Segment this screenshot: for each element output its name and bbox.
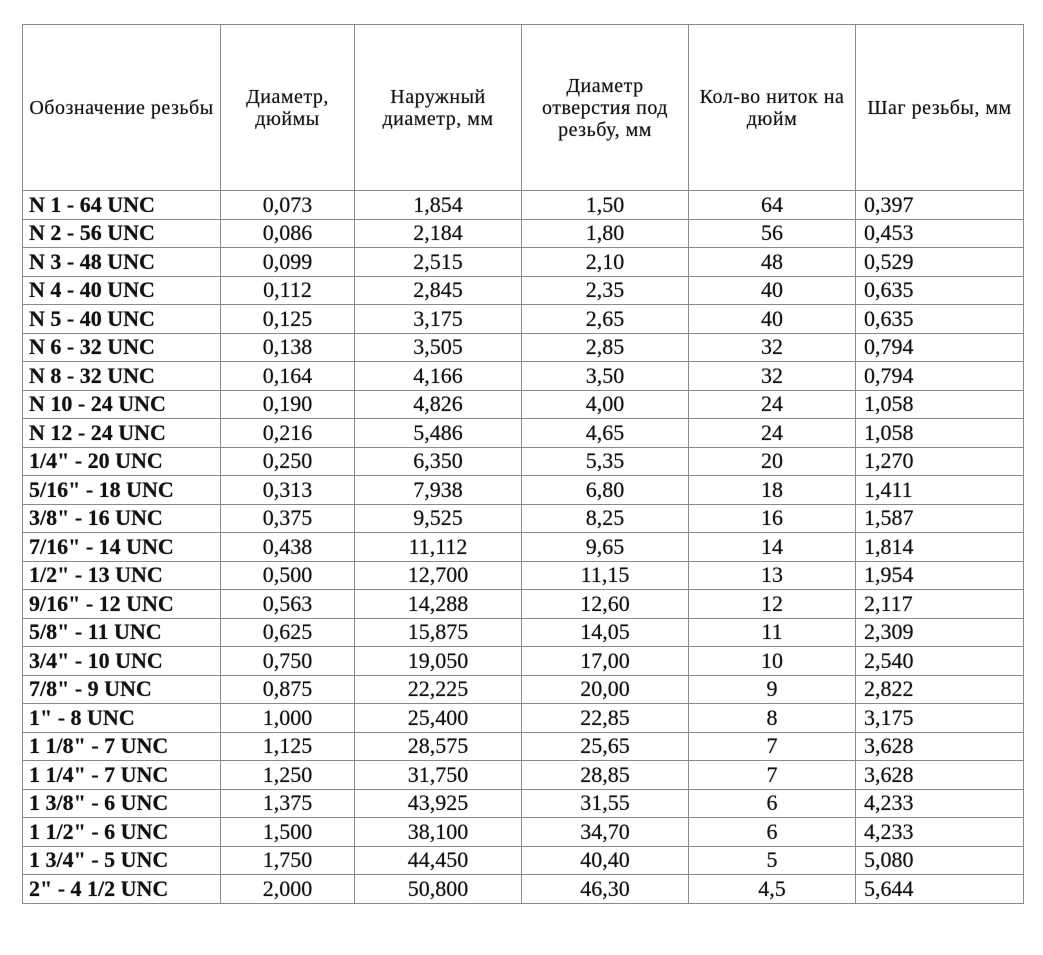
table-row xyxy=(23,447,1024,476)
cell-thread-pitch: 4,233 xyxy=(856,818,1024,847)
header-diameter-inches: Диаметр, дюймы xyxy=(221,25,355,191)
cell-threads-per-inch: 32 xyxy=(689,362,856,391)
table-row xyxy=(23,618,1024,647)
cell-hole-diameter: 2,10 xyxy=(522,248,689,277)
cell-designation: 3/8" - 16 UNC xyxy=(23,504,221,533)
cell-thread-pitch: 1,954 xyxy=(856,561,1024,590)
cell-thread-pitch: 1,270 xyxy=(856,447,1024,476)
cell-thread-pitch: 0,635 xyxy=(856,276,1024,305)
unc-thread-table xyxy=(22,24,1024,904)
cell-threads-per-inch: 56 xyxy=(689,219,856,248)
cell-diameter-inches: 1,375 xyxy=(221,789,355,818)
cell-diameter-inches: 0,625 xyxy=(221,618,355,647)
table-row xyxy=(23,333,1024,362)
cell-outer-diameter: 14,288 xyxy=(355,590,522,619)
table-row xyxy=(23,476,1024,505)
cell-diameter-inches: 0,750 xyxy=(221,647,355,676)
table-row xyxy=(23,305,1024,334)
cell-diameter-inches: 0,138 xyxy=(221,333,355,362)
table-row xyxy=(23,419,1024,448)
cell-hole-diameter: 34,70 xyxy=(522,818,689,847)
cell-hole-diameter: 17,00 xyxy=(522,647,689,676)
table-row xyxy=(23,818,1024,847)
cell-threads-per-inch: 6 xyxy=(689,818,856,847)
cell-designation: N 4 - 40 UNC xyxy=(23,276,221,305)
cell-hole-diameter: 14,05 xyxy=(522,618,689,647)
cell-outer-diameter: 25,400 xyxy=(355,704,522,733)
cell-designation: 3/4" - 10 UNC xyxy=(23,647,221,676)
cell-designation: 1 1/2" - 6 UNC xyxy=(23,818,221,847)
header-thread-pitch: Шаг резьбы, мм xyxy=(856,25,1024,191)
cell-designation: N 1 - 64 UNC xyxy=(23,191,221,220)
cell-threads-per-inch: 20 xyxy=(689,447,856,476)
cell-thread-pitch: 3,628 xyxy=(856,761,1024,790)
cell-diameter-inches: 1,250 xyxy=(221,761,355,790)
cell-threads-per-inch: 8 xyxy=(689,704,856,733)
cell-designation: N 6 - 32 UNC xyxy=(23,333,221,362)
cell-designation: N 5 - 40 UNC xyxy=(23,305,221,334)
cell-thread-pitch: 2,309 xyxy=(856,618,1024,647)
cell-diameter-inches: 0,164 xyxy=(221,362,355,391)
table-row xyxy=(23,647,1024,676)
table-row xyxy=(23,704,1024,733)
cell-diameter-inches: 0,438 xyxy=(221,533,355,562)
cell-threads-per-inch: 14 xyxy=(689,533,856,562)
header-row xyxy=(23,25,1024,191)
cell-diameter-inches: 0,099 xyxy=(221,248,355,277)
cell-designation: 1 1/4" - 7 UNC xyxy=(23,761,221,790)
thread-table-sheet xyxy=(22,24,1024,904)
cell-threads-per-inch: 40 xyxy=(689,276,856,305)
table-row xyxy=(23,362,1024,391)
cell-diameter-inches: 1,500 xyxy=(221,818,355,847)
cell-hole-diameter: 40,40 xyxy=(522,846,689,875)
table-row xyxy=(23,276,1024,305)
cell-threads-per-inch: 6 xyxy=(689,789,856,818)
cell-designation: 5/16" - 18 UNC xyxy=(23,476,221,505)
cell-threads-per-inch: 24 xyxy=(689,390,856,419)
cell-hole-diameter: 6,80 xyxy=(522,476,689,505)
cell-thread-pitch: 0,529 xyxy=(856,248,1024,277)
cell-hole-diameter: 1,80 xyxy=(522,219,689,248)
cell-diameter-inches: 0,216 xyxy=(221,419,355,448)
cell-designation: 1" - 8 UNC xyxy=(23,704,221,733)
cell-threads-per-inch: 48 xyxy=(689,248,856,277)
cell-thread-pitch: 5,080 xyxy=(856,846,1024,875)
cell-thread-pitch: 0,635 xyxy=(856,305,1024,334)
cell-outer-diameter: 19,050 xyxy=(355,647,522,676)
header-threads-per-inch: Кол-во ниток на дюйм xyxy=(689,25,856,191)
cell-threads-per-inch: 10 xyxy=(689,647,856,676)
cell-hole-diameter: 46,30 xyxy=(522,875,689,904)
cell-thread-pitch: 1,587 xyxy=(856,504,1024,533)
cell-outer-diameter: 2,515 xyxy=(355,248,522,277)
cell-hole-diameter: 2,65 xyxy=(522,305,689,334)
cell-outer-diameter: 50,800 xyxy=(355,875,522,904)
cell-hole-diameter: 2,35 xyxy=(522,276,689,305)
cell-outer-diameter: 15,875 xyxy=(355,618,522,647)
cell-hole-diameter: 25,65 xyxy=(522,732,689,761)
cell-outer-diameter: 5,486 xyxy=(355,419,522,448)
table-row xyxy=(23,789,1024,818)
cell-thread-pitch: 3,175 xyxy=(856,704,1024,733)
cell-outer-diameter: 44,450 xyxy=(355,846,522,875)
table-row xyxy=(23,219,1024,248)
cell-diameter-inches: 0,086 xyxy=(221,219,355,248)
table-row xyxy=(23,533,1024,562)
cell-designation: 1/2" - 13 UNC xyxy=(23,561,221,590)
cell-designation: 1 1/8" - 7 UNC xyxy=(23,732,221,761)
cell-hole-diameter: 28,85 xyxy=(522,761,689,790)
cell-threads-per-inch: 12 xyxy=(689,590,856,619)
cell-diameter-inches: 1,750 xyxy=(221,846,355,875)
cell-thread-pitch: 3,628 xyxy=(856,732,1024,761)
cell-outer-diameter: 3,175 xyxy=(355,305,522,334)
cell-designation: N 2 - 56 UNC xyxy=(23,219,221,248)
cell-diameter-inches: 0,250 xyxy=(221,447,355,476)
cell-hole-diameter: 3,50 xyxy=(522,362,689,391)
cell-designation: 7/16" - 14 UNC xyxy=(23,533,221,562)
cell-diameter-inches: 0,125 xyxy=(221,305,355,334)
cell-thread-pitch: 1,814 xyxy=(856,533,1024,562)
cell-designation: N 12 - 24 UNC xyxy=(23,419,221,448)
table-row xyxy=(23,390,1024,419)
cell-diameter-inches: 0,073 xyxy=(221,191,355,220)
table-row xyxy=(23,761,1024,790)
cell-thread-pitch: 0,794 xyxy=(856,333,1024,362)
cell-outer-diameter: 6,350 xyxy=(355,447,522,476)
cell-hole-diameter: 9,65 xyxy=(522,533,689,562)
table-row xyxy=(23,675,1024,704)
cell-threads-per-inch: 40 xyxy=(689,305,856,334)
table-row xyxy=(23,504,1024,533)
cell-diameter-inches: 0,375 xyxy=(221,504,355,533)
cell-thread-pitch: 4,233 xyxy=(856,789,1024,818)
cell-diameter-inches: 0,875 xyxy=(221,675,355,704)
cell-diameter-inches: 0,112 xyxy=(221,276,355,305)
cell-diameter-inches: 2,000 xyxy=(221,875,355,904)
cell-diameter-inches: 1,125 xyxy=(221,732,355,761)
cell-threads-per-inch: 5 xyxy=(689,846,856,875)
cell-outer-diameter: 3,505 xyxy=(355,333,522,362)
cell-designation: N 10 - 24 UNC xyxy=(23,390,221,419)
table-row xyxy=(23,875,1024,904)
cell-hole-diameter: 5,35 xyxy=(522,447,689,476)
cell-thread-pitch: 1,058 xyxy=(856,419,1024,448)
cell-designation: N 3 - 48 UNC xyxy=(23,248,221,277)
table-row xyxy=(23,590,1024,619)
cell-threads-per-inch: 7 xyxy=(689,732,856,761)
header-hole-diameter: Диаметр отверстия под резьбу, мм xyxy=(522,25,689,191)
cell-threads-per-inch: 32 xyxy=(689,333,856,362)
table-row xyxy=(23,248,1024,277)
cell-outer-diameter: 43,925 xyxy=(355,789,522,818)
cell-outer-diameter: 38,100 xyxy=(355,818,522,847)
cell-threads-per-inch: 7 xyxy=(689,761,856,790)
cell-outer-diameter: 28,575 xyxy=(355,732,522,761)
cell-thread-pitch: 0,794 xyxy=(856,362,1024,391)
cell-thread-pitch: 2,822 xyxy=(856,675,1024,704)
cell-thread-pitch: 5,644 xyxy=(856,875,1024,904)
cell-threads-per-inch: 13 xyxy=(689,561,856,590)
cell-hole-diameter: 4,65 xyxy=(522,419,689,448)
cell-diameter-inches: 1,000 xyxy=(221,704,355,733)
cell-hole-diameter: 1,50 xyxy=(522,191,689,220)
cell-hole-diameter: 31,55 xyxy=(522,789,689,818)
cell-designation: 1/4" - 20 UNC xyxy=(23,447,221,476)
cell-diameter-inches: 0,563 xyxy=(221,590,355,619)
cell-hole-diameter: 11,15 xyxy=(522,561,689,590)
table-row xyxy=(23,846,1024,875)
cell-outer-diameter: 1,854 xyxy=(355,191,522,220)
cell-designation: 1 3/8" - 6 UNC xyxy=(23,789,221,818)
cell-thread-pitch: 0,453 xyxy=(856,219,1024,248)
cell-hole-diameter: 4,00 xyxy=(522,390,689,419)
cell-outer-diameter: 9,525 xyxy=(355,504,522,533)
cell-hole-diameter: 8,25 xyxy=(522,504,689,533)
cell-outer-diameter: 4,826 xyxy=(355,390,522,419)
cell-thread-pitch: 1,058 xyxy=(856,390,1024,419)
cell-thread-pitch: 0,397 xyxy=(856,191,1024,220)
cell-threads-per-inch: 9 xyxy=(689,675,856,704)
cell-designation: N 8 - 32 UNC xyxy=(23,362,221,391)
cell-thread-pitch: 1,411 xyxy=(856,476,1024,505)
cell-outer-diameter: 31,750 xyxy=(355,761,522,790)
cell-outer-diameter: 11,112 xyxy=(355,533,522,562)
header-outer-diameter: Наружный диаметр, мм xyxy=(355,25,522,191)
cell-threads-per-inch: 24 xyxy=(689,419,856,448)
cell-threads-per-inch: 64 xyxy=(689,191,856,220)
cell-thread-pitch: 2,117 xyxy=(856,590,1024,619)
cell-threads-per-inch: 16 xyxy=(689,504,856,533)
header-designation: Обозначение резьбы xyxy=(23,25,221,191)
cell-outer-diameter: 2,845 xyxy=(355,276,522,305)
cell-outer-diameter: 12,700 xyxy=(355,561,522,590)
cell-outer-diameter: 2,184 xyxy=(355,219,522,248)
cell-hole-diameter: 2,85 xyxy=(522,333,689,362)
cell-outer-diameter: 22,225 xyxy=(355,675,522,704)
cell-diameter-inches: 0,190 xyxy=(221,390,355,419)
table-row xyxy=(23,732,1024,761)
table-body xyxy=(23,191,1024,904)
cell-threads-per-inch: 18 xyxy=(689,476,856,505)
cell-diameter-inches: 0,500 xyxy=(221,561,355,590)
table-row xyxy=(23,561,1024,590)
cell-hole-diameter: 12,60 xyxy=(522,590,689,619)
cell-designation: 2" - 4 1/2 UNC xyxy=(23,875,221,904)
cell-thread-pitch: 2,540 xyxy=(856,647,1024,676)
cell-outer-diameter: 7,938 xyxy=(355,476,522,505)
cell-hole-diameter: 20,00 xyxy=(522,675,689,704)
cell-designation: 5/8" - 11 UNC xyxy=(23,618,221,647)
cell-designation: 7/8" - 9 UNC xyxy=(23,675,221,704)
cell-outer-diameter: 4,166 xyxy=(355,362,522,391)
table-row xyxy=(23,191,1024,220)
cell-threads-per-inch: 4,5 xyxy=(689,875,856,904)
cell-designation: 9/16" - 12 UNC xyxy=(23,590,221,619)
cell-hole-diameter: 22,85 xyxy=(522,704,689,733)
cell-designation: 1 3/4" - 5 UNC xyxy=(23,846,221,875)
cell-diameter-inches: 0,313 xyxy=(221,476,355,505)
cell-threads-per-inch: 11 xyxy=(689,618,856,647)
